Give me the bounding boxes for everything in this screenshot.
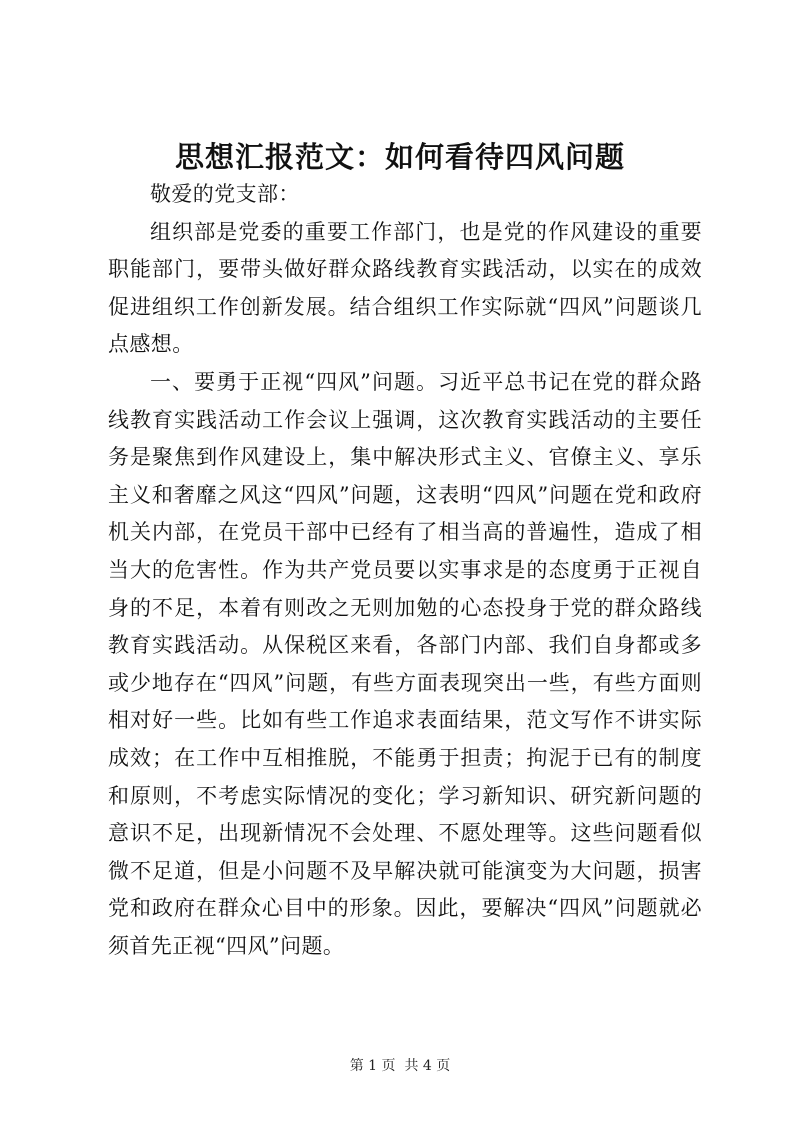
document-body <box>108 176 702 965</box>
paragraph-1: 组织部是党委的重要工作部门，也是党的作风建设的重要职能部门，要带头做好群众路线教育实践活动，以实在的成效促进组织工作创新发展。结合组织工作实际就“四风”问题谈几点感想。 <box>108 219 702 357</box>
document-title: 思想汇报范文：如何看待四风问题 <box>174 140 625 174</box>
salutation: 敬爱的党支部： <box>150 182 300 206</box>
page-footer <box>0 1056 800 1076</box>
page-number-label: 第 1 页 共 4 页 <box>349 1058 451 1074</box>
paragraph-2: 一、要勇于正视“四风”问题。习近平总书记在党的群众路线教育实践活动工作会议上强调，这次教育实践活动的主要任务是聚焦到作风建设上，集中解决形式主义、官僚主义、享乐主义和奢靡之风这“四风”问题，这表明“四风”问题在党和政府机关内部，在党员干部中已经有了相当高的普遍性，造成了相当大的危害性。作为共产党员要以实事求是的态度勇于正视自身的不足，本着有则改之无则加勉的心态投身于党的群众路线教育实践活动。从保税区来看，各部门内部、我们自身都或多或少地存在“四风”问题，有些方面表现突出一些，有些方面则相对好一些。比如有些工作追求表面结果，范文写作不讲实际成效；在工作中互相推脱，不能勇于担责；拘泥于已有的制度和原则，不考虑实际情况的变化；学习新知识、研究新问题的意识不足，出现新情况不会处理、不愿处理等。这些问题看似微不足道，但是小问题不及早解决就可能演变为大问题，损害党和政府在群众心目中的形象。因此，要解决“四风”问题就必须首先正视“四风”问题。 <box>108 369 702 958</box>
